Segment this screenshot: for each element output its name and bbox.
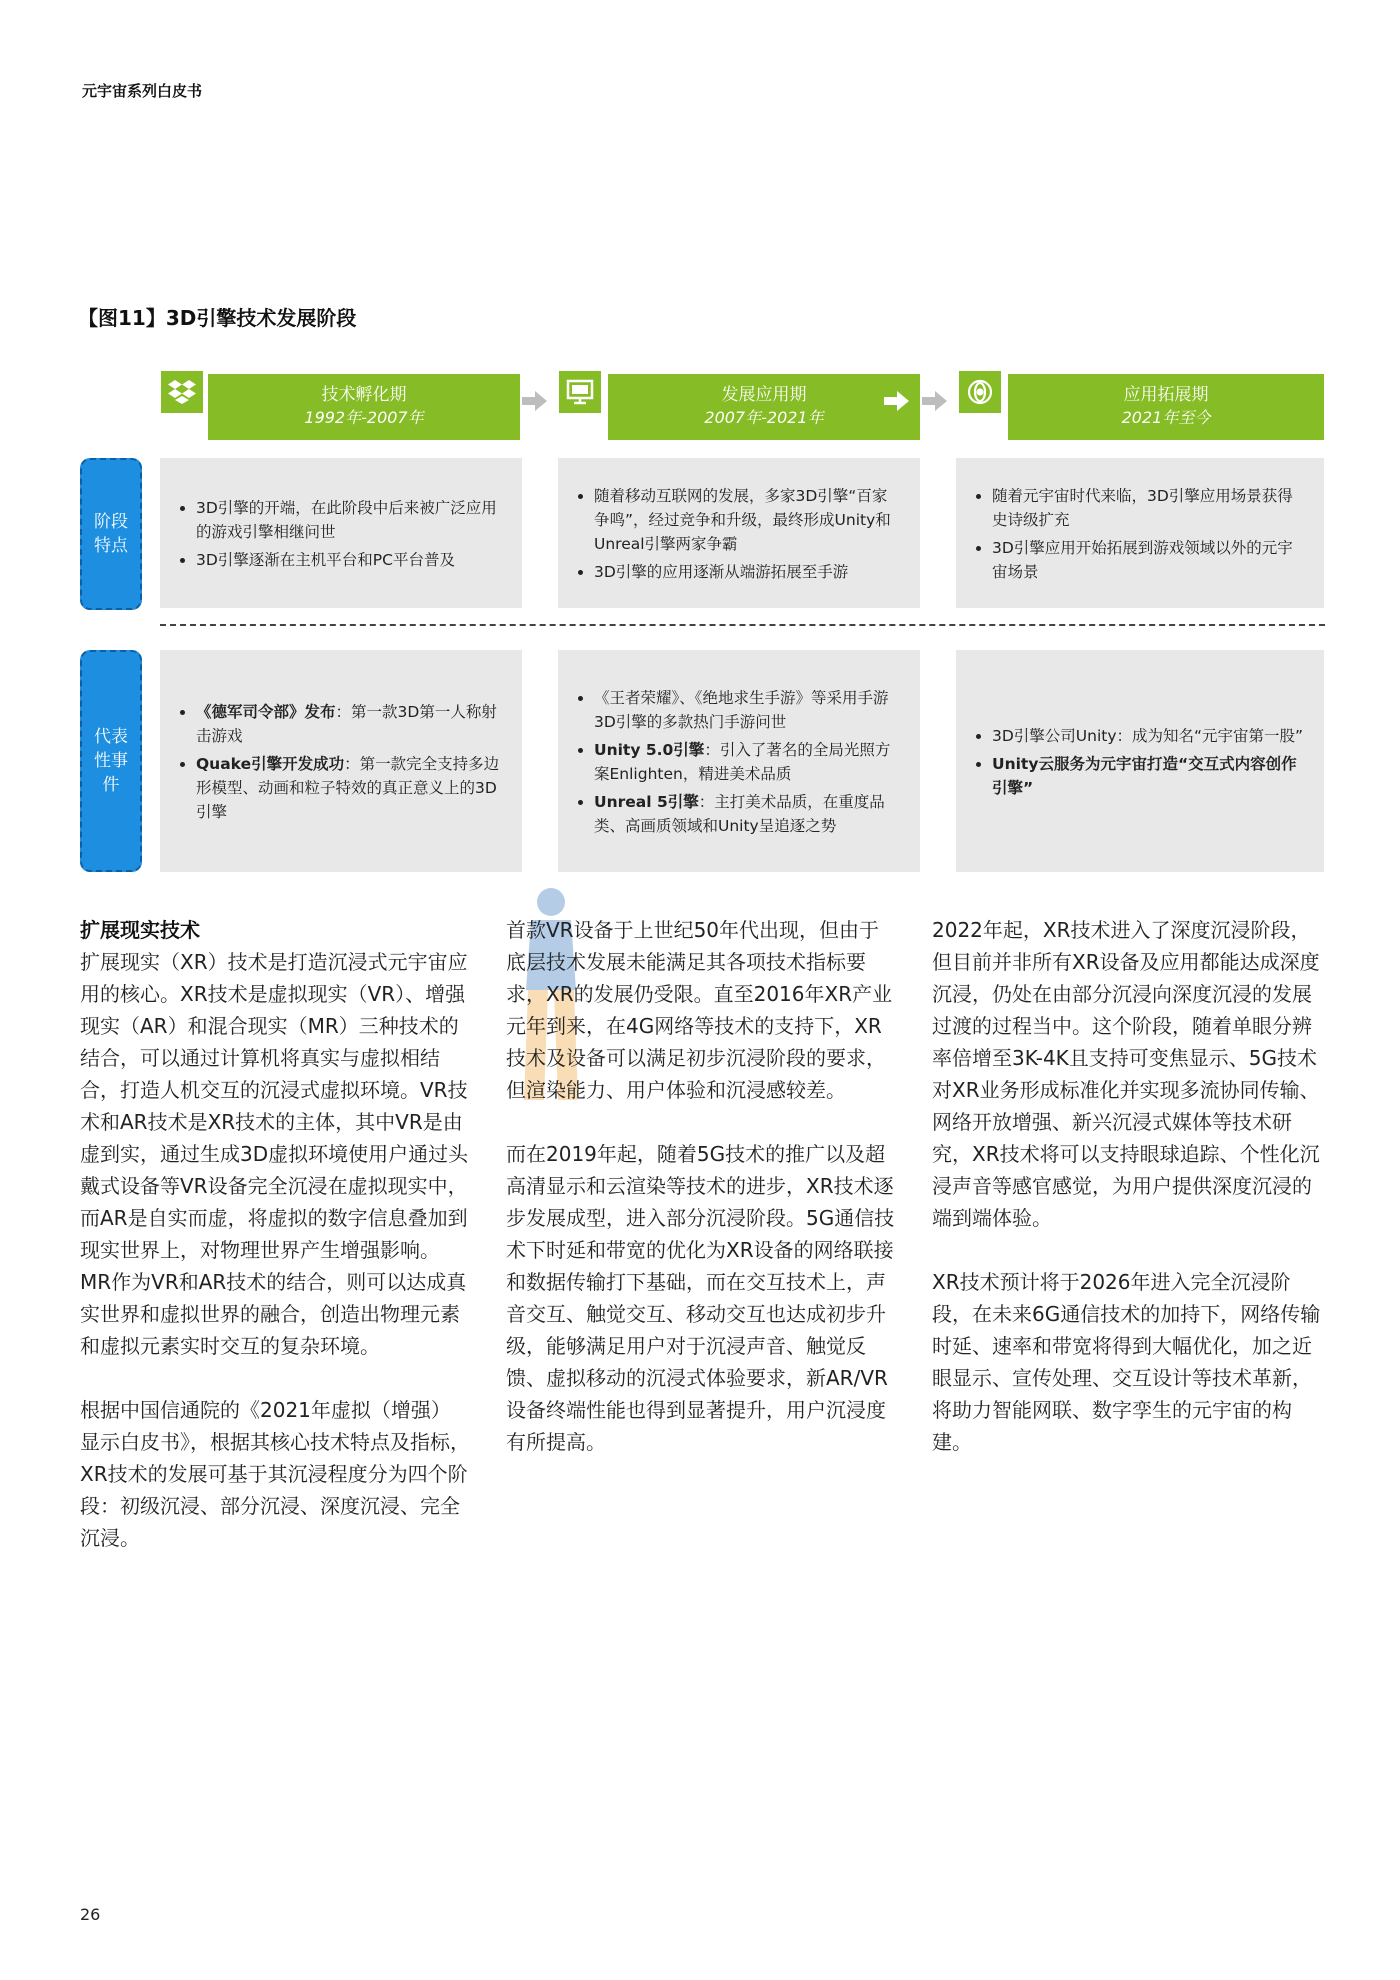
event-text: 3D引擎公司Unity：成为知名“元宇宙第一股” [992, 727, 1304, 745]
event-bold: Quake引擎开发成功 [196, 755, 345, 773]
event-bold: Unreal 5引擎 [594, 793, 699, 811]
list-item: • 3D引擎的应用逐渐从端游拓展至手游 [594, 560, 902, 584]
stage-bar [1008, 374, 1324, 440]
article-column-3 [932, 914, 1326, 1490]
list-item [196, 700, 504, 748]
list-item: • 3D引擎逐渐在主机平台和PC平台普及 [196, 548, 504, 572]
event-text: ：第一款3D第一人称射击游戏 [196, 703, 497, 745]
stage-period: 2007年-2021年 [704, 408, 824, 427]
stage-period: 2021年至今 [1121, 408, 1211, 427]
stage-name: 应用拓展期 [1123, 385, 1209, 405]
section-heading: 扩展现实技术 [80, 918, 200, 942]
row-label-text: 阶段特点 [94, 512, 128, 556]
list-item: • 随着元宇宙时代来临，3D引擎应用场景获得史诗级扩充 [992, 484, 1306, 532]
document-series-title: 元宇宙系列白皮书 [82, 82, 203, 100]
list-item [196, 752, 504, 824]
arrow-right-icon [522, 388, 548, 414]
list-item: • 3D引擎的开端，在此阶段中后来被广泛应用的游戏引擎相继问世 [196, 496, 504, 544]
paragraph: 而在2019年起，随着5G技术的推广以及超高清显示和云渲染等技术的进步，XR技术逐步发展成型，进入部分沉浸阶段。5G通信技术下时延和带宽的优化为XR设备的网络联接和数据传输打下基础，而在交互技术上，声音交互、触觉交互、移动交互也达成初步升级，能够满足用户对于沉浸声音、触觉反馈、虚拟移动的沉浸式体验要求，新AR/VR设备终端性能也得到显著提升，用户沉浸度有所提高。 [506, 1142, 895, 1454]
stage-bar [608, 374, 920, 440]
events-box-3 [956, 650, 1324, 872]
list-item [992, 724, 1306, 748]
events-box-2 [558, 650, 920, 872]
stage-bar [208, 374, 520, 440]
event-bold: Unity云服务为元宇宙打造“交互式内容创作引擎” [992, 755, 1297, 797]
monitor-icon [556, 368, 604, 416]
row-label-text: 代表性事件 [94, 727, 128, 795]
event-bold: 《德军司令部》发布 [196, 703, 336, 721]
page-number: 26 [80, 1905, 101, 1924]
stage-period: 1992年-2007年 [304, 408, 424, 427]
events-box-1 [160, 650, 522, 872]
figure-title: 【图11】3D引擎技术发展阶段 [78, 306, 357, 330]
list-item: • 随着移动互联网的发展，多家3D引擎“百家争鸣”，经过竞争和升级，最终形成Unity和Unreal引擎两家争霸 [594, 484, 902, 556]
features-box-3 [956, 458, 1324, 608]
paragraph: XR技术预计将于2026年进入完全沉浸阶段，在未来6G通信技术的加持下，网络传输时延、速率和带宽将得到大幅优化，加之近眼显示、宣传处理、交互设计等技术革新，将助力智能网联、数字孪生的元宇宙的构建。 [932, 1270, 1321, 1454]
row-label-features [80, 458, 142, 610]
paragraph: 2022年起，XR技术进入了深度沉浸阶段，但目前并非所有XR设备及应用都能达成深度沉浸，仍处在由部分沉浸向深度沉浸的发展过渡的过程当中。这个阶段，随着单眼分辨率倍增至3K-4K且支持可变焦显示、5G技术对XR业务形成标准化并实现多流协同传输、网络开放增强、新兴沉浸式媒体等技术研究，XR技术将可以支持眼球追踪、个性化沉浸声音等感官感觉，为用户提供深度沉浸的端到端体验。 [932, 918, 1320, 1230]
article-column-2 [506, 914, 896, 1490]
event-text: ：主打美术品质，在重度品类、高画质领域和Unity呈追逐之势 [594, 793, 885, 835]
paragraph: 首款VR设备于上世纪50年代出现，但由于底层技术发展未能满足其各项技术指标要求，XR的发展仍受限。直至2016年XR产业元年到来，在4G网络等技术的支持下，XR技术及设备可以满足初步沉浸阶段的要求，但渲染能力、用户体验和沉浸感较差。 [506, 918, 893, 1102]
article-column-1 [80, 914, 470, 1586]
paragraph: 根据中国信通院的《2021年虚拟（增强）显示白皮书》，根据其核心技术特点及指标，XR技术的发展可基于其沉浸程度分为四个阶段：初级沉浸、部分沉浸、深度沉浸、完全沉浸。 [80, 1398, 470, 1550]
stage-name: 技术孵化期 [321, 385, 407, 405]
dashed-divider [160, 624, 1325, 626]
features-box-1 [160, 458, 522, 608]
row-label-events [80, 650, 142, 872]
orbit-icon [956, 368, 1004, 416]
paragraph: 扩展现实（XR）技术是打造沉浸式元宇宙应用的核心。XR技术是虚拟现实（VR）、增强现实（AR）和混合现实（MR）三种技术的结合，可以通过计算机将真实与虚拟相结合，打造人机交互的沉浸式虚拟环境。VR技术和AR技术是XR技术的主体，其中VR是由虚到实，通过生成3D虚拟环境使用户通过头戴式设备等VR设备完全沉浸在虚拟现实中，而AR是自实而虚，将虚拟的数字信息叠加到现实世界上，对物理世界产生增强影响。MR作为VR和AR技术的结合，则可以达成真实世界和虚拟世界的融合，创造出物理元素和虚拟元素实时交互的复杂环境。 [80, 950, 469, 1358]
event-text: 《王者荣耀》、《绝地求生手游》等采用手游3D引擎的多款热门手游问世 [594, 689, 889, 731]
list-item [992, 752, 1306, 800]
event-bold: Unity 5.0引擎 [594, 741, 705, 759]
event-text: ：引入了著名的全局光照方案Enlighten，精进美术品质 [594, 741, 891, 783]
event-text: ：第一款完全支持多边形模型、动画和粒子特效的真正意义上的3D引擎 [196, 755, 500, 821]
list-item [594, 686, 902, 734]
dropbox-icon [158, 368, 206, 416]
arrow-right-icon [922, 388, 948, 414]
features-box-2 [558, 458, 920, 608]
list-item [594, 790, 902, 838]
arrow-right-icon [884, 388, 910, 414]
list-item: • 3D引擎应用开始拓展到游戏领域以外的元宇宙场景 [992, 536, 1306, 584]
list-item [594, 738, 902, 786]
stage-name: 发展应用期 [721, 385, 807, 405]
